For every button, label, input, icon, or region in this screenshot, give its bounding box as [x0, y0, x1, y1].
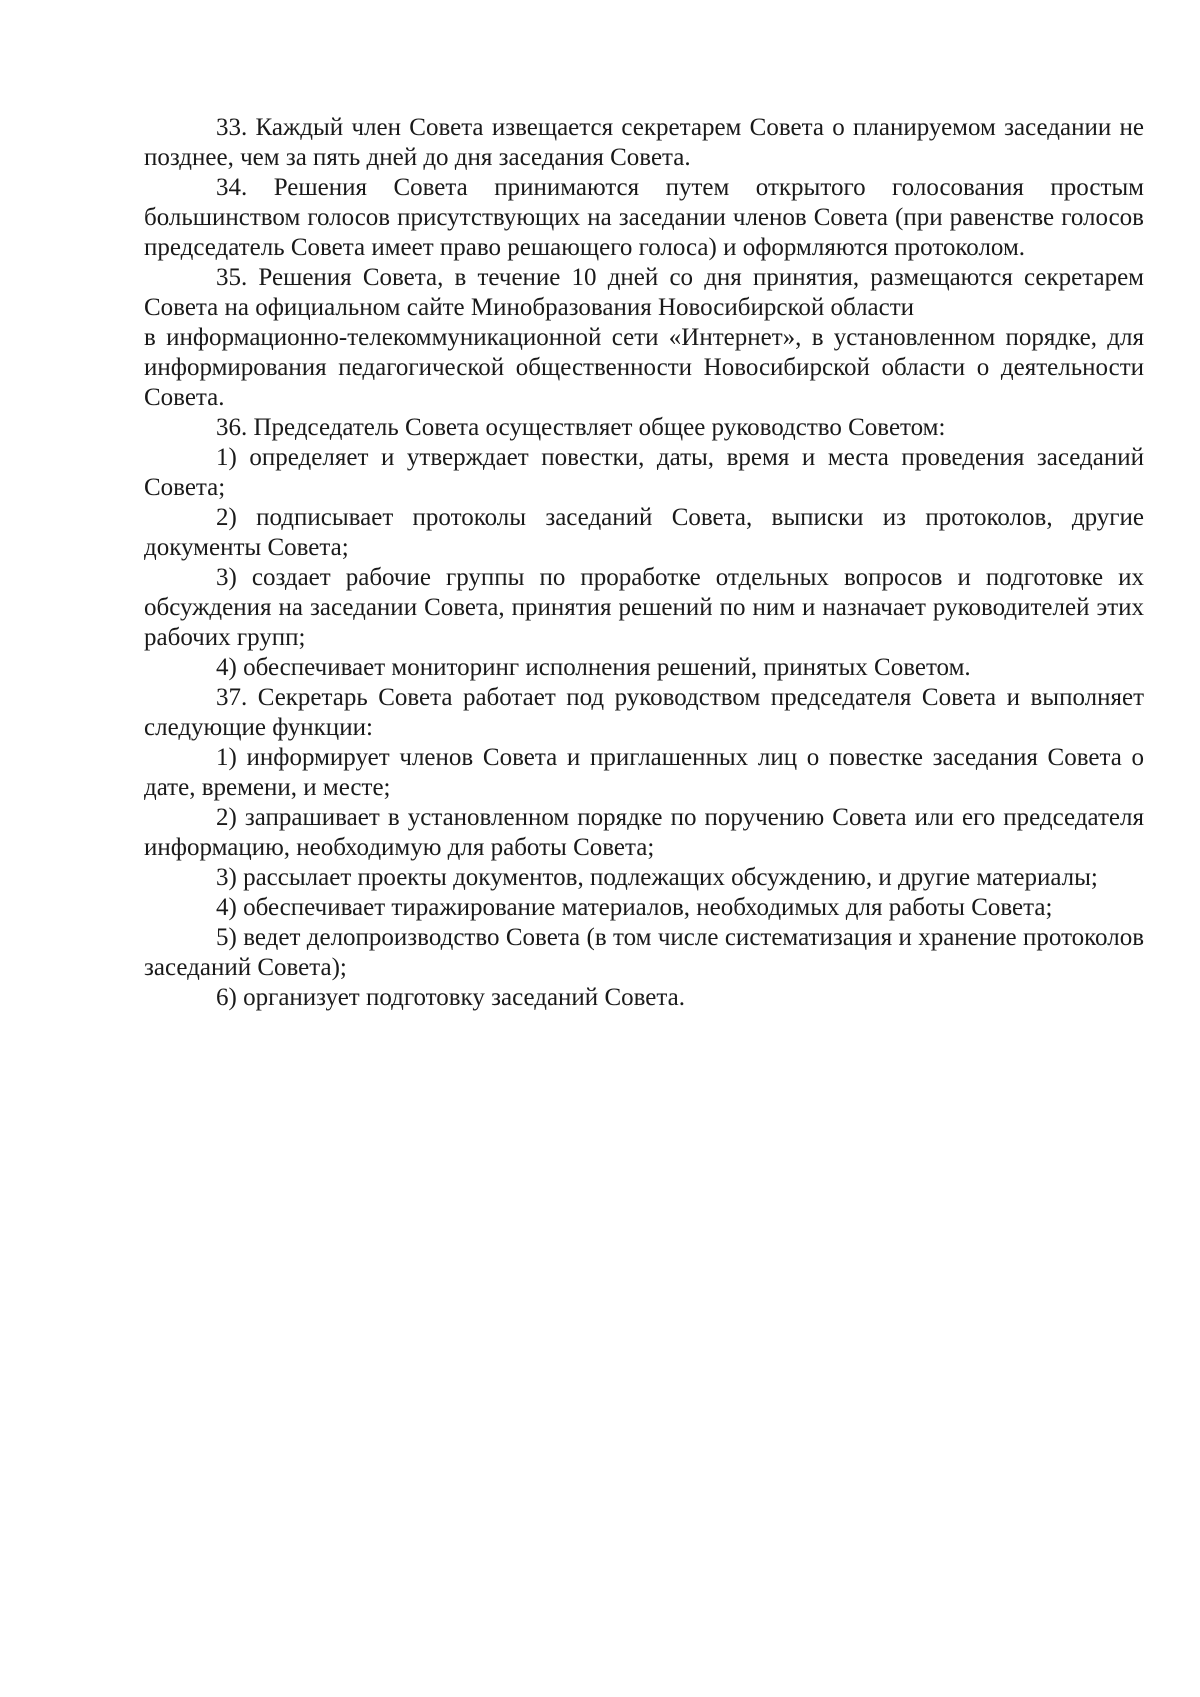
paragraph-36: 36. Председатель Совета осуществляет общее руководство Советом: — [216, 414, 946, 441]
paragraph-34: 34. Решения Совета принимаются путем открытого голосования простым большинством голосов присутствующих на заседании членов Совета (при равенстве голосов председатель Совета имеет право решающего голоса) и оформляются протоколом. — [144, 174, 1144, 261]
paragraph-37-item-5: 5) ведет делопроизводство Совета (в том числе систематизация и хранение протоколов заседаний Совета); — [144, 924, 1144, 981]
document-body — [144, 113, 1144, 1013]
paragraph-37: 37. Секретарь Совета работает под руководством председателя Совета и выполняет следующие функции: — [144, 684, 1144, 741]
paragraph-36-item-1: 1) определяет и утверждает повестки, даты, время и места проведения заседаний Совета; — [144, 444, 1144, 501]
paragraph-35: 35. Решения Совета, в течение 10 дней со дня принятия, размещаются секретарем Совета на официальном сайте Минобразования Новосибирской области — [144, 264, 1144, 321]
paragraph-37-item-2: 2) запрашивает в установленном порядке по поручению Совета или его председателя информацию, необходимую для работы Совета; — [144, 804, 1144, 861]
paragraph-33: 33. Каждый член Совета извещается секретарем Совета о планируемом заседании не позднее, чем за пять дней до дня заседания Совета. — [144, 114, 1144, 171]
paragraph-36-item-2: 2) подписывает протоколы заседаний Совета, выписки из протоколов, другие документы Совета; — [144, 504, 1144, 561]
paragraph-36-item-3: 3) создает рабочие группы по проработке отдельных вопросов и подготовке их обсуждения на заседании Совета, принятия решений по ним и назначает руководителей этих рабочих групп; — [144, 564, 1144, 651]
paragraph-37-item-4: 4) обеспечивает тиражирование материалов, необходимых для работы Совета; — [216, 894, 1053, 921]
paragraph-37-item-3: 3) рассылает проекты документов, подлежащих обсуждению, и другие материалы; — [216, 864, 1098, 891]
paragraph-36-item-4: 4) обеспечивает мониторинг исполнения решений, принятых Советом. — [216, 654, 971, 681]
paragraph-37-item-6: 6) организует подготовку заседаний Совета. — [216, 984, 685, 1011]
paragraph-37-item-1: 1) информирует членов Совета и приглашенных лиц о повестке заседания Совета о дате, времени, и месте; — [144, 744, 1144, 801]
paragraph-35-continuation: в информационно-телекоммуникационной сети «Интернет», в установленном порядке, для информирования педагогической общественности Новосибирской области о деятельности Совета. — [144, 324, 1144, 411]
